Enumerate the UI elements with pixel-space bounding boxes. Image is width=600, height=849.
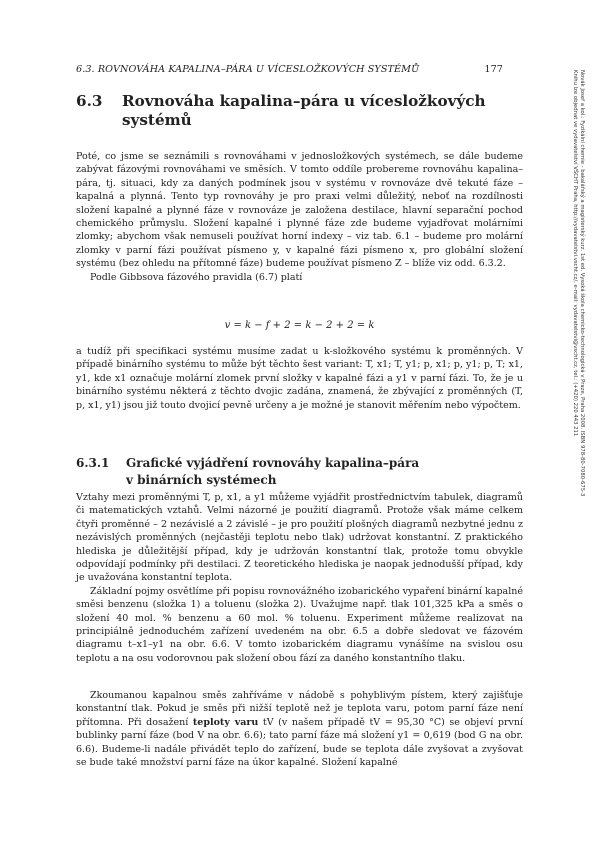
paragraph: a tudíž při specifikaci systému musíme zadat u k-složkového systému k proměnných. V případě binárního systému to může být těchto šest variant: T, x1; T, y1; p, x1; p, y1; p, T; x1, y1, kde x1 označuje molární zlomek první složky v kapalné fázi a y1 v parní fázi. To, že je u binárního systému některá z těchto dvojic zadána, znamená, že zbývající z proměnných (T, p, x1, y1) jsou již touto dvojicí pevně určeny a je možné je stanovit měřením nebo výpočtem.: [76, 346, 523, 411]
subsection-number: 6.3.1: [76, 456, 110, 470]
side-note-line: Knihu lze objednat ve vydavatelství VŠCHT Praha, http://vydavatelstvi.vscht.cz/, e-mail: vydavatelstvi@vscht.cz, tel.: (+420) 220 443 211: [572, 70, 579, 437]
paragraph: Podle Gibbsova fázového pravidla (6.7) platí: [90, 271, 303, 283]
paragraph: [76, 689, 523, 769]
equation: v = k − f + 2 = k − 2 + 2 = k: [224, 320, 375, 331]
defined-term: teploty varu: [192, 716, 259, 728]
running-title: 6.3. ROVNOVÁHA KAPALINA–PÁRA U VÍCESLOŽKOVÝCH SYSTÉMŮ: [76, 64, 420, 75]
side-note-text: [572, 70, 585, 670]
paragraph-text: tV (v našem případě tV = 95,30 °C) se objeví první bublinky parní fáze (bod V na obr. 6.6); tato parní fáze má složení y1 = 0,619 (bod G na obr. 6.6). Budeme-li nadále přivádět teplo do zařízení, bude se teplota dále zvyšovat a zvyšovat se bude také množství parní fáze na úkor kapalné. Složení kapalné: [76, 716, 524, 769]
page-number: 177: [484, 64, 503, 75]
body-block: [76, 345, 523, 412]
section-number: 6.3: [76, 92, 103, 110]
subsection-heading: [76, 455, 516, 489]
section-title-line: Rovnováha kapalina–pára u vícesložkových: [122, 92, 486, 110]
subsection-title-line: v binárních systémech: [126, 473, 277, 487]
body-block: [76, 689, 523, 769]
body-block: [76, 150, 523, 284]
paragraph-text: Zkoumanou kapalnou směs zahříváme v nádobě s pohyblivým pístem, který zajišťuje konstantní tlak. Pokud je směs při nižší teplotě než je teplota varu, potom parní fáze není přítomna. Při dosažení: [76, 690, 523, 728]
side-note-line: Novák Josef a kol.: Fyzikální chemie - bakalářský a magisterský kurz. 1st ed. Vysoká škola chemicko-technologická v Praze, Praha 2008. ISBN 978-80-7080-675-3: [579, 70, 585, 497]
running-head: [76, 64, 503, 75]
body-block: [76, 491, 523, 665]
paragraph: Vztahy mezi proměnnými T, p, x1, a y1 můžeme vyjádřit prostřednictvím tabulek, diagramů či matematických vztahů. Velmi názorné je použití diagramů. Protože však máme celkem čtyři proměnné – 2 nezávislé a 2 závislé – je pro použití plošných diagramů nezbytné jednu z nezávislých proměnných (nejčastěji teplotu nebo tlak) udržovat konstantní. Z praktického hlediska je důležitější případ, kdy je udržován konstantní tlak, protože tomu obvykle odpovídají podmínky při destilaci. Z teoretického hlediska je naopak jednodušší případ, kdy je uvažována konstantní teplota.: [76, 492, 523, 584]
side-note: [573, 70, 585, 670]
paragraph: Základní pojmy osvětlíme při popisu rovnovážného izobarického vypaření binární kapalné směsi benzenu (složka 1) a toluenu (složka 2). Uvažujme např. tlak 101,325 kPa a směs o složení 40 mol. % benzenu a 60 mol. % toluenu. Experiment můžeme realizovat na principiálně jednoduchém zařízení uvedeném na obr. 6.5 a dobře sledovat ve fázovém diagramu t–x1–y1 na obr. 6.6. V tomto izobarickém diagramu vynášíme na svislou osu teplotu a na osu vodorovnou pak složení obou fází za daného konstantního tlaku.: [76, 585, 523, 664]
subsection-title-line: Grafické vyjádření rovnováhy kapalina–pára: [126, 456, 420, 470]
paragraph: Poté, co jsme se seznámili s rovnováhami v jednosložkových systémech, se dále budeme zabývat fázovými rovnováhami ve směsích. V tomto oddíle probereme rovnováhu kapalina–pára, tj. situaci, kdy za daných podmínek jsou v systému v rovnováze dvě tekuté fáze – kapalná a plynná. Tento typ rovnováhy je pro praxi velmi důležitý, neboť na rozdílnosti složení kapalné a plynné fáze v rovnováze je založena destilace, hlavní separační pochod chemického průmyslu. Složení kapalné i plynné fáze zde budeme vyjadřovat molárními zlomky; abychom však nemuseli používat horní indexy – viz tab. 6.1 – budeme pro molární zlomky v parní fázi používat písmeno y, v kapalné fázi písmeno x, pro globální složení systému (bez ohledu na přítomné fáze) budeme používat písmeno Z – blíže viz odd. 6.3.2.: [76, 151, 523, 270]
section-heading: [76, 92, 516, 130]
section-title-line: systémů: [122, 111, 192, 129]
